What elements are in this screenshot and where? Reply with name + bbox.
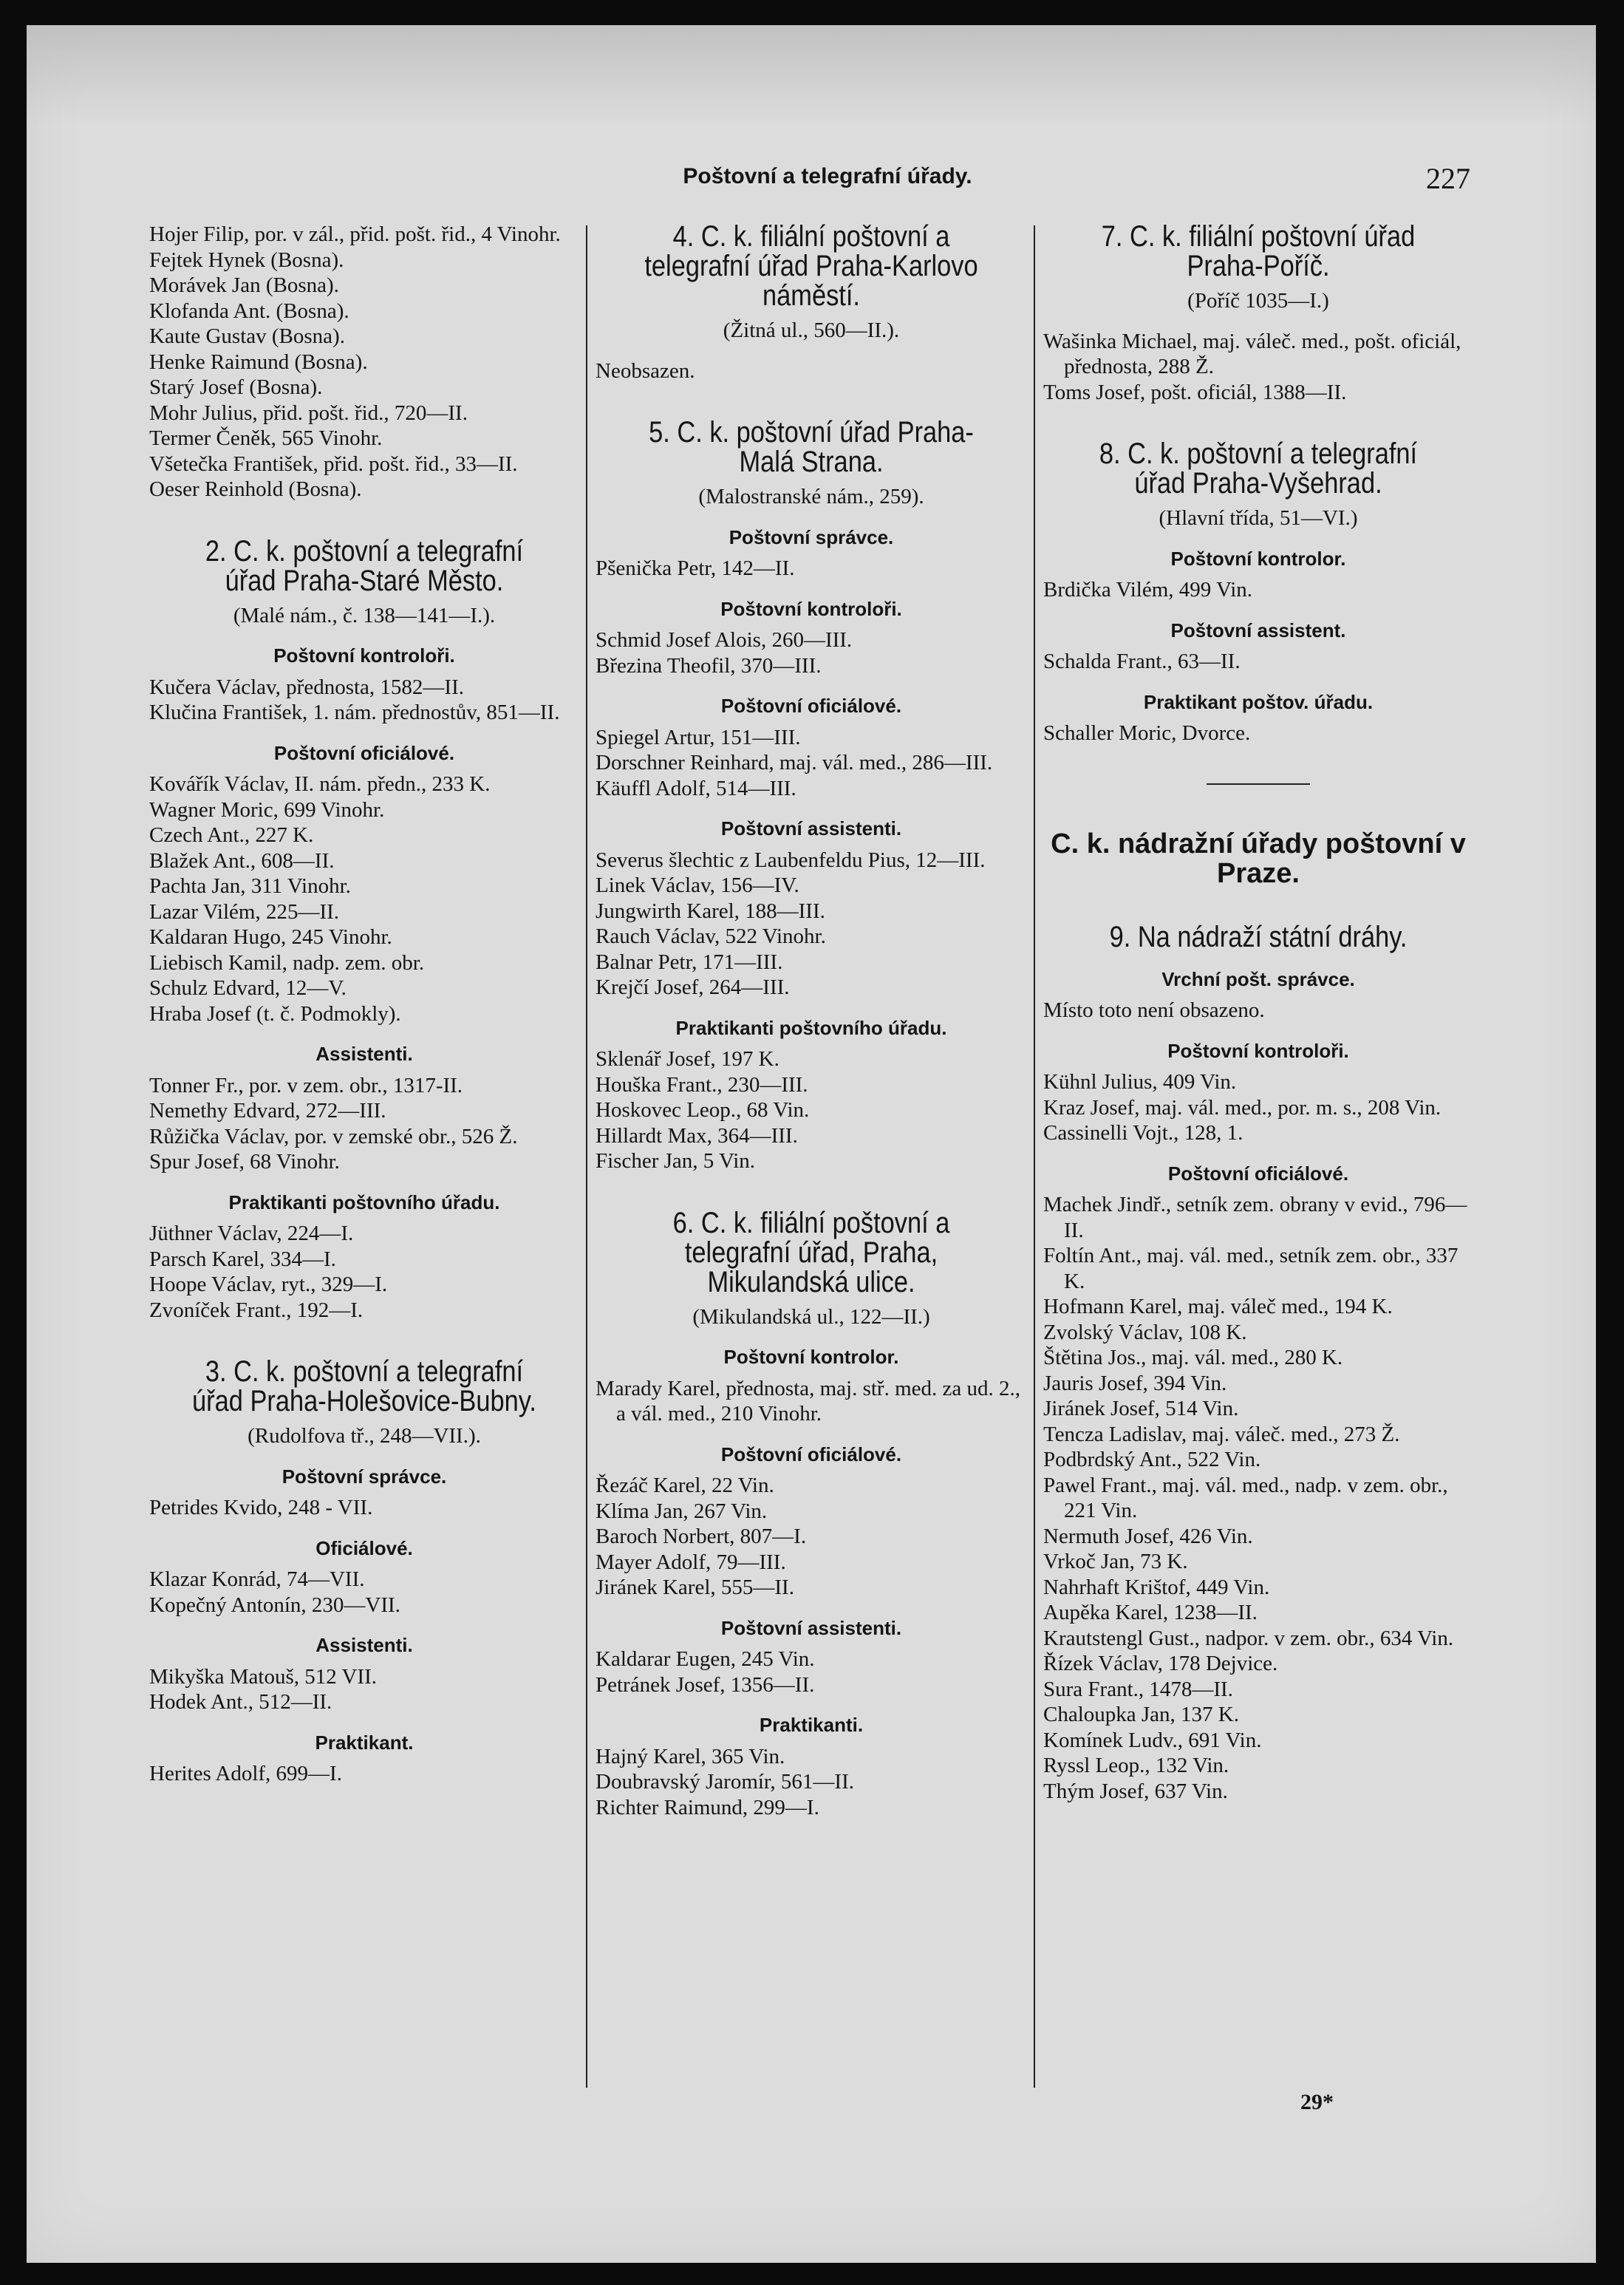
status-note: Neobsazen.	[596, 358, 695, 383]
section-divider	[1207, 783, 1310, 785]
role-heading: Poštovní kontroloři.	[273, 644, 455, 667]
frame-left	[0, 0, 27, 2285]
role-heading: Poštovní kontroloři.	[720, 597, 902, 620]
list-item: Kaute Gustav (Bosna).	[149, 324, 345, 348]
list-item: Machek Jindř., setník zem. obrany v evid., 796—II.	[1043, 1193, 1467, 1242]
frame-top	[0, 0, 1624, 25]
section-title: 4. C. k. filiální poštovní a telegrafní úřad Praha-Karlovo náměstí.	[644, 220, 978, 312]
section-address: (Rudolfova tř., 248—VII.).	[248, 1424, 481, 1448]
list-item: Pachta Jan, 311 Vinohr.	[149, 874, 351, 898]
section-title: 3. C. k. poštovní a telegrafní úřad Praha-Holešovice-Bubny.	[192, 1355, 536, 1417]
list-item: Mayer Adolf, 79—III.	[596, 1550, 786, 1574]
list-item: Řezáč Karel, 22 Vin.	[596, 1474, 774, 1497]
list-item: Spiegel Artur, 151—III.	[596, 725, 801, 749]
list-item: Štětina Jos., maj. vál. med., 280 K.	[1043, 1346, 1343, 1369]
signature-mark: 29*	[1300, 2090, 1334, 2114]
column-2	[596, 222, 1027, 1820]
list-item: Richter Raimund, 299—I.	[596, 1795, 819, 1819]
role-heading: Poštovní kontrolor.	[723, 1346, 899, 1368]
list-item: Parsch Karel, 334—I.	[149, 1247, 336, 1271]
list-item: Chaloupka Jan, 137 K.	[1043, 1703, 1239, 1726]
list-item: Podbrdský Ant., 522 Vin.	[1043, 1448, 1261, 1471]
list-item: Hodek Ant., 512—II.	[149, 1690, 332, 1714]
section-title: 5. C. k. poštovní úřad Praha-Malá Strana.	[649, 416, 974, 478]
page-number: 227	[1426, 162, 1470, 195]
list-item: Jauris Josef, 394 Vin.	[1043, 1371, 1227, 1395]
section-title: 8. C. k. poštovní a telegrafní úřad Praha-Vyšehrad.	[1099, 437, 1418, 500]
list-item: Balnar Petr, 171—III.	[596, 950, 783, 974]
role-heading: Praktikanti poštovního úřadu.	[675, 1016, 947, 1039]
list-item: Czech Ant., 227 K.	[149, 823, 314, 847]
list-item: Sklenář Josef, 197 K.	[596, 1047, 779, 1071]
role-heading: Poštovní assistenti.	[720, 1616, 902, 1639]
role-heading: Assistenti.	[315, 1634, 413, 1656]
list-item: Spur Josef, 68 Vinohr.	[149, 1150, 340, 1174]
list-item: Liebisch Kamil, nadp. zem. obr.	[149, 950, 425, 975]
list-item: Starý Josef (Bosna).	[149, 375, 323, 399]
list-item: Zvolský Václav, 108 K.	[1043, 1320, 1247, 1344]
list-item: Schaller Moric, Dvorce.	[1043, 721, 1251, 745]
section-title: 7. C. k. filiální poštovní úřad Praha-Poříč.	[1101, 220, 1416, 282]
list-item: Krautstengl Gust., nadpor. v zem. obr., 634 Vin.	[1043, 1626, 1454, 1650]
column-1	[149, 222, 579, 1787]
list-item: Kovářík Václav, II. nám. předn., 233 K.	[149, 772, 491, 796]
list-item: Baroch Norbert, 807—I.	[596, 1525, 807, 1548]
list-item: Käuffl Adolf, 514—III.	[596, 776, 796, 800]
role-heading: Poštovní oficiálové.	[273, 741, 455, 764]
list-item: Petránek Josef, 1356—II.	[596, 1672, 815, 1697]
list-item: Henke Raimund (Bosna).	[149, 350, 368, 374]
role-heading: Praktikant poštov. úřadu.	[1143, 690, 1374, 713]
section-title: 6. C. k. filiální poštovní a telegrafní úřad, Praha, Mikulandská ulice.	[672, 1206, 950, 1298]
role-heading: Praktikanti.	[759, 1714, 864, 1736]
frame-bottom	[0, 2263, 1624, 2285]
list-item: Jüthner Václav, 224—I.	[149, 1222, 354, 1245]
list-item: Kraz Josef, maj. vál. med., por. m. s., 208 Vin.	[1043, 1095, 1442, 1120]
role-heading: Poštovní oficiálové.	[1167, 1162, 1349, 1185]
list-item: Marady Karel, přednosta, maj. stř. med. za ud. 2., a vál. med., 210 Vinohr.	[596, 1376, 1020, 1426]
list-item: Dorschner Reinhard, maj. vál. med., 286—III.	[596, 751, 993, 774]
list-item: Thým Josef, 637 Vin.	[1043, 1779, 1228, 1803]
list-item: Mohr Julius, přid. pošt. řid., 720—II.	[149, 401, 468, 425]
list-item: Kaldarar Eugen, 245 Vin.	[596, 1647, 815, 1671]
list-item: Wagner Moric, 699 Vinohr.	[149, 797, 385, 822]
section-address: (Malé nám., č. 138—141—I.).	[233, 603, 496, 627]
list-item: Tonner Fr., por. v zem. obr., 1317-II.	[149, 1073, 463, 1097]
list-item: Hoope Václav, ryt., 329—I.	[149, 1273, 388, 1296]
role-heading: Poštovní oficiálové.	[720, 695, 902, 717]
page-header	[148, 161, 1470, 200]
list-item: Brdička Vilém, 499 Vin.	[1043, 578, 1253, 602]
list-item: Krejčí Josef, 264—III.	[596, 975, 790, 999]
list-item: Jiránek Karel, 555—II.	[596, 1576, 794, 1599]
list-item: Wašinka Michael, maj. váleč. med., pošt. oficiál, přednosta, 288 Ž.	[1043, 329, 1461, 378]
role-heading: Poštovní assistenti.	[720, 817, 902, 840]
list-item: Houška Frant., 230—III.	[596, 1072, 808, 1097]
section-title: 9. Na nádraží státní dráhy.	[1109, 920, 1408, 953]
column-3	[1043, 222, 1473, 1804]
list-item: Ryssl Leop., 132 Vin.	[1043, 1754, 1229, 1777]
section-address: (Malostranské nám., 259).	[698, 485, 924, 508]
role-heading: Vrchní pošt. správce.	[1161, 967, 1355, 990]
section-address: (Žitná ul., 560—II.).	[723, 319, 900, 342]
list-item: Herites Adolf, 699—I.	[149, 1762, 342, 1785]
list-item: Kaldaran Hugo, 245 Vinohr.	[149, 925, 392, 949]
list-item: Schalda Frant., 63—II.	[1043, 650, 1241, 673]
column-rule-right	[1034, 225, 1035, 2088]
list-item: Hraba Josef (t. č. Podmokly).	[149, 1001, 401, 1026]
list-item: Hofmann Karel, maj. váleč med., 194 K.	[1043, 1295, 1393, 1318]
role-heading: Oficiálové.	[315, 1536, 413, 1559]
list-item: Klofanda Ant. (Bosna).	[149, 299, 349, 323]
list-item: Hillardt Max, 364—III.	[596, 1123, 798, 1148]
continuation-list	[149, 222, 579, 503]
list-item: Severus šlechtic z Laubenfeldu Pius, 12—III.	[596, 848, 986, 872]
role-heading: Assistenti.	[315, 1043, 413, 1065]
list-item: Zvoníček Frant., 192—I.	[149, 1298, 364, 1322]
section-address: (Hlavní třída, 51—VI.)	[1159, 506, 1358, 530]
role-heading: Praktikanti poštovního úřadu.	[228, 1191, 500, 1213]
list-item: Růžička Václav, por. v zemské obr., 526 Ž.	[149, 1124, 518, 1148]
list-item: Tencza Ladislav, maj. váleč. med., 273 Ž.	[1043, 1422, 1400, 1446]
list-item: Toms Josef, pošt. oficiál, 1388—II.	[1043, 380, 1347, 404]
list-item: Doubravský Jaromír, 561—II.	[596, 1770, 854, 1794]
section-title: 2. C. k. poštovní a telegrafní úřad Praha-Staré Město.	[205, 534, 524, 597]
list-item: Kopečný Antonín, 230—VII.	[149, 1593, 400, 1617]
list-item: Fischer Jan, 5 Vin.	[596, 1149, 756, 1173]
section-address: (Mikulandská ul., 122—II.)	[692, 1304, 930, 1329]
role-heading: Poštovní kontroloři.	[1167, 1039, 1349, 1062]
role-heading: Poštovní správce.	[729, 525, 894, 548]
part-title: C. k. nádražní úřady poštovní v Praze.	[1051, 828, 1466, 889]
list-item: Hajný Karel, 365 Vin.	[596, 1744, 785, 1768]
role-heading: Poštovní assistent.	[1170, 619, 1346, 641]
list-item: Klazar Konrád, 74—VII.	[149, 1567, 365, 1591]
list-item: Aupěka Karel, 1238—II.	[1043, 1601, 1258, 1624]
list-item: Klučina František, 1. nám. přednostův, 851—II.	[149, 701, 560, 724]
list-item: Cassinelli Vojt., 128, 1.	[1043, 1121, 1243, 1145]
list-item: Oeser Reinhold (Bosna).	[149, 477, 362, 501]
role-heading: Poštovní oficiálové.	[720, 1443, 902, 1465]
frame-right	[1596, 0, 1624, 2285]
list-item: Blažek Ant., 608—II.	[149, 848, 335, 873]
list-item: Schulz Edvard, 12—V.	[149, 976, 347, 1000]
list-item: Foltín Ant., maj. vál. med., setník zem. obr., 337 K.	[1043, 1244, 1458, 1293]
list-item: Lazar Vilém, 225—II.	[149, 899, 340, 924]
list-item: Jungwirth Karel, 188—III.	[596, 899, 825, 923]
list-item: Všetečka František, přid. pošt. řid., 33—II.	[149, 452, 518, 476]
list-item: Sura Frant., 1478—II.	[1043, 1677, 1233, 1701]
list-item: Komínek Ludv., 691 Vin.	[1043, 1728, 1262, 1752]
list-item: Březina Theofil, 370—III.	[596, 653, 822, 678]
running-title: Poštovní a telegrafní úřady.	[683, 164, 972, 188]
list-item: Nermuth Josef, 426 Vin.	[1043, 1524, 1253, 1548]
list-item: Rauch Václav, 522 Vinohr.	[596, 924, 826, 948]
list-item: Fejtek Hynek (Bosna).	[149, 248, 344, 272]
role-heading: Poštovní správce.	[282, 1465, 447, 1488]
list-item: Jiránek Josef, 514 Vin.	[1043, 1397, 1239, 1420]
list-item: Linek Václav, 156—IV.	[596, 874, 799, 897]
list-item: Vrkoč Jan, 73 K.	[1043, 1550, 1188, 1573]
column-rule-left	[586, 225, 587, 2088]
list-item: Řízek Václav, 178 Dejvice.	[1043, 1652, 1278, 1675]
role-heading: Praktikant.	[315, 1731, 414, 1754]
list-item: Mikyška Matouš, 512 VII.	[149, 1664, 377, 1689]
section-address: (Poříč 1035—I.)	[1187, 289, 1329, 313]
list-item: Schmid Josef Alois, 260—III.	[596, 628, 853, 652]
list-item: Termer Čeněk, 565 Vinohr.	[149, 426, 383, 450]
list-item: Nemethy Edvard, 272—III.	[149, 1099, 386, 1123]
list-item: Místo toto není obsazeno.	[1043, 998, 1265, 1022]
list-item: Kučera Václav, přednosta, 1582—II.	[149, 675, 464, 699]
role-heading: Poštovní kontrolor.	[1170, 547, 1346, 570]
list-item: Hojer Filip, por. v zál., přid. pošt. řid., 4 Vinohr.	[149, 222, 561, 246]
list-item: Pšenička Petr, 142—II.	[596, 556, 795, 580]
list-item: Kühnl Julius, 409 Vin.	[1043, 1070, 1237, 1094]
list-item: Klíma Jan, 267 Vin.	[596, 1499, 768, 1523]
list-item: Pawel Frant., maj. vál. med., nadp. v zem. obr., 221 Vin.	[1043, 1473, 1448, 1522]
list-item: Hoskovec Leop., 68 Vin.	[596, 1098, 810, 1122]
list-item: Nahrhaft Krištof, 449 Vin.	[1043, 1575, 1270, 1599]
list-item: Petrides Kvido, 248 - VII.	[149, 1496, 373, 1519]
list-item: Morávek Jan (Bosna).	[149, 273, 339, 297]
